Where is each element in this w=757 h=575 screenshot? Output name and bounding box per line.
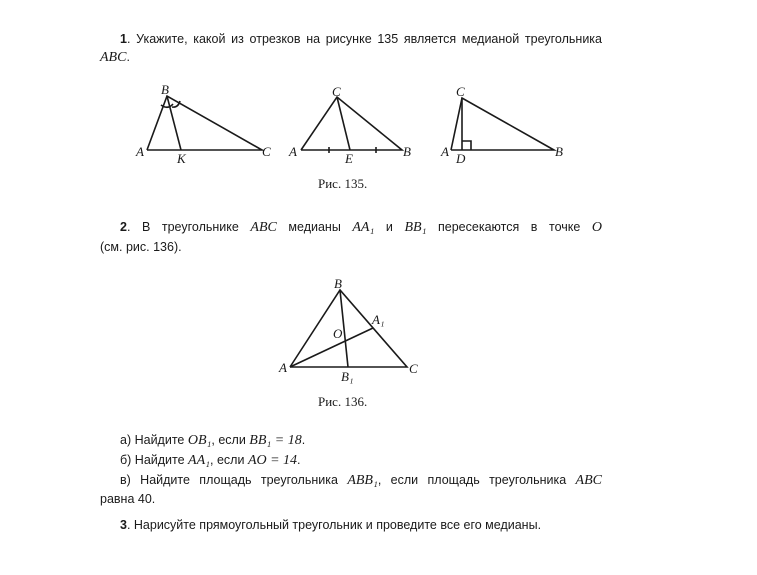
period: . — [126, 50, 130, 64]
figure-136 — [278, 276, 418, 384]
figure-136-caption: Рис. 136. — [318, 394, 368, 409]
figure-135-c — [440, 84, 563, 166]
label-o: O — [333, 326, 343, 341]
problem-2-line-2: (см. рис. 136). — [100, 240, 182, 254]
triangle-abc — [290, 290, 407, 367]
label-c: C — [456, 84, 465, 99]
problem-1-text: . Укажите, какой из отрезков на рисунке 135 является медианой треугольника — [126, 32, 602, 46]
text: пересекаются в точке — [426, 220, 592, 234]
problem-3 — [120, 517, 541, 533]
math: ABB₁ — [347, 473, 378, 488]
label-b: B — [403, 144, 411, 159]
label-e: E — [345, 151, 353, 166]
text: , если — [211, 433, 250, 447]
label-d: D — [456, 151, 466, 166]
math: O — [591, 220, 603, 235]
text: , если — [210, 453, 248, 467]
text: б) Найдите — [120, 453, 189, 467]
math-abc: ABC — [100, 50, 127, 65]
triangle-abc — [147, 96, 262, 150]
problem-3-number: 3 — [120, 518, 127, 532]
problem-1-number: 1 — [120, 32, 127, 46]
problem-2-number: 2 — [120, 220, 127, 234]
text: . — [301, 433, 306, 447]
label-b: B — [334, 276, 342, 291]
math: OB₁ — [187, 433, 212, 448]
label-a: A — [136, 144, 144, 159]
text: . — [297, 453, 301, 467]
figure-135-b — [288, 84, 411, 166]
math: BB₁ = 18 — [249, 433, 302, 448]
text: . В треугольнике — [126, 220, 251, 234]
label-b: B — [161, 82, 169, 97]
problem-3-text: . Нарисуйте прямоугольный треугольник и проведите все его медианы. — [126, 518, 542, 532]
math: AA₁ — [352, 220, 375, 235]
triangle-abc — [451, 98, 554, 150]
label-c: C — [332, 84, 341, 99]
label-a1: A₁ — [372, 312, 385, 327]
math: AA₁ — [188, 453, 211, 468]
label-c: C — [262, 144, 271, 159]
text: в) Найдите площадь треугольника — [120, 473, 348, 487]
math: AO = 14 — [247, 453, 298, 468]
label-k: K — [177, 151, 186, 166]
angle-arc — [161, 104, 173, 107]
triangle-abc — [301, 97, 402, 150]
problem-2-line-1 — [120, 219, 602, 236]
label-b1: B₁ — [341, 369, 354, 384]
math: BB₁ — [404, 220, 427, 235]
math: ABC — [575, 473, 602, 488]
text: , если площадь треугольника — [377, 473, 576, 487]
text: медианы — [276, 220, 353, 234]
math: ABC — [250, 220, 277, 235]
figure-135-a — [135, 82, 271, 166]
median-ce — [337, 97, 350, 150]
label-a: A — [279, 360, 287, 375]
subproblem-b — [120, 452, 301, 469]
label-b: B — [555, 144, 563, 159]
label-c: C — [409, 361, 418, 376]
right-angle-mark — [462, 141, 471, 150]
text: а) Найдите — [120, 433, 188, 447]
subproblem-c-line-1 — [120, 472, 602, 489]
text: и — [374, 220, 405, 234]
subproblem-a — [120, 432, 305, 449]
figure-135-caption: Рис. 135. — [318, 176, 368, 191]
subproblem-c-line-2: равна 40. — [100, 492, 156, 506]
label-a: A — [441, 144, 449, 159]
label-a: A — [289, 144, 297, 159]
